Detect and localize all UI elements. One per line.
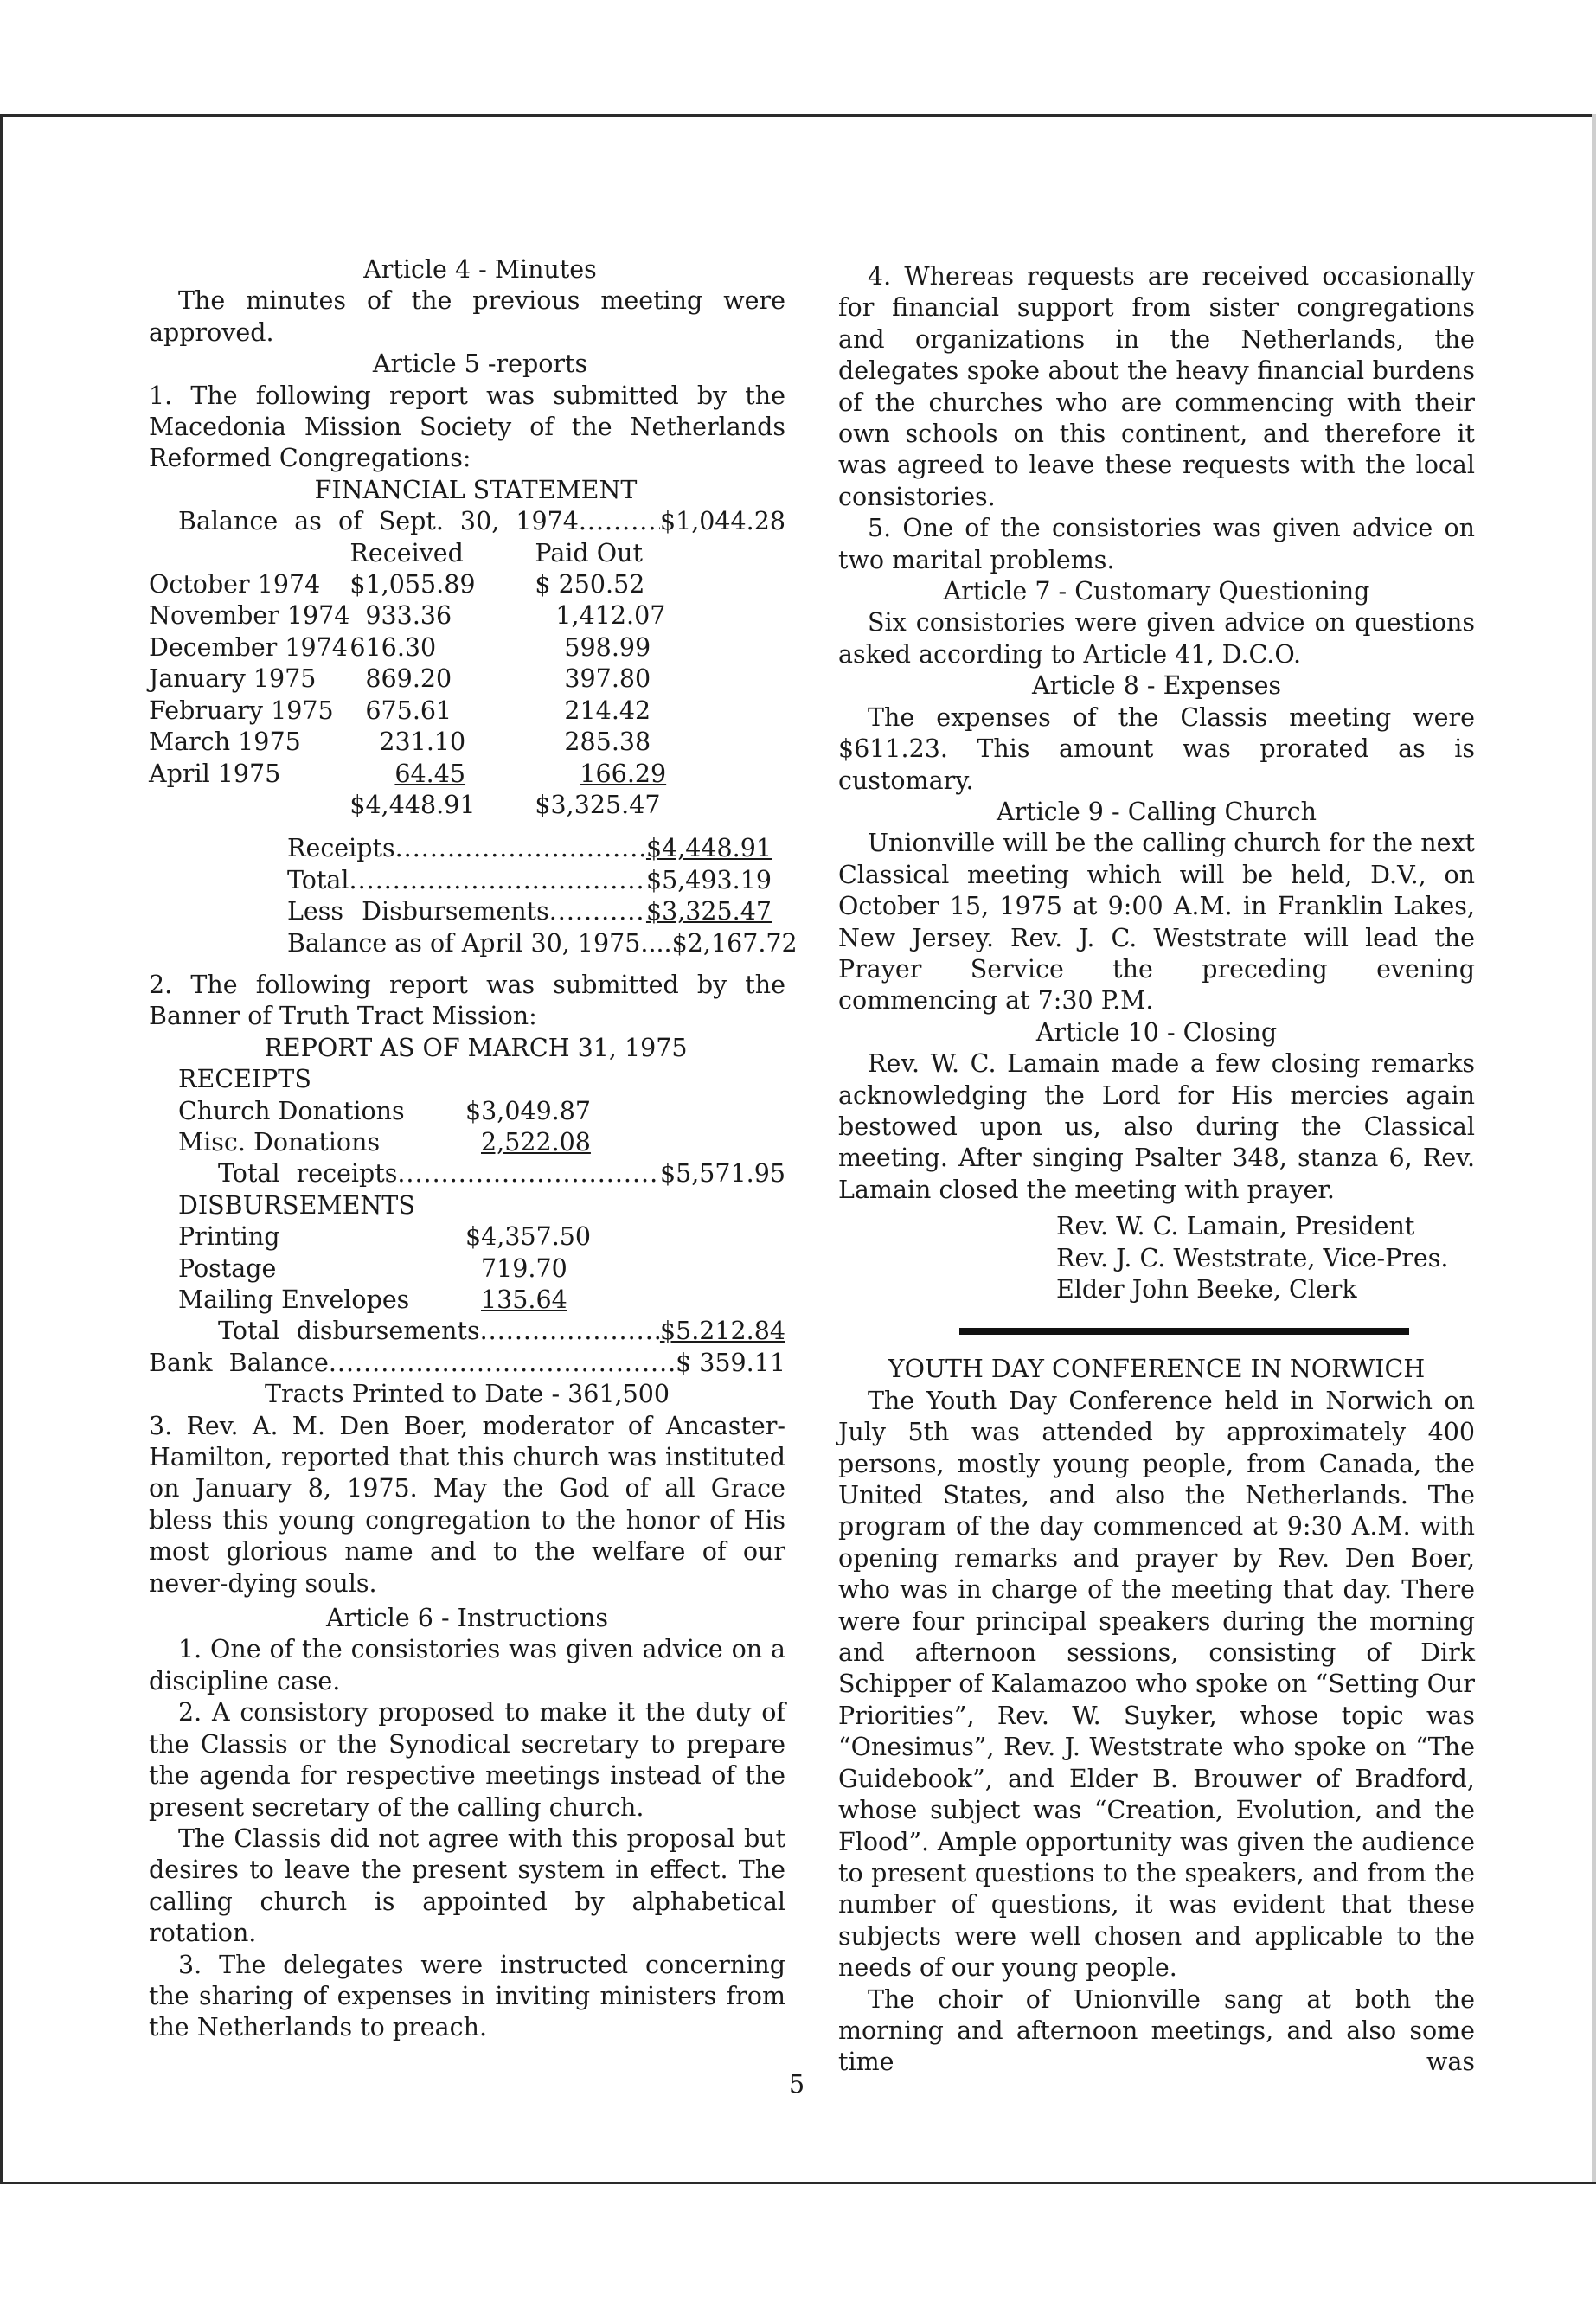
- page-edge-right: [1592, 114, 1596, 2182]
- total-disbursements-label: Total disbursements: [218, 1317, 480, 1346]
- article-7-heading: Article 7 - Customary Questioning: [943, 577, 1370, 606]
- left-column: [149, 254, 798, 2044]
- receipts-line: [287, 833, 772, 864]
- report-3-text: 3. Rev. A. M. Den Boer, moderator of Ancaster-Hamilton, reported that this church was instituted on January 8, 1975. May the God of all Grace bless this young congregation to the honor of His most glorious name and to the welfare of our never-dying souls.: [149, 1411, 785, 1598]
- month-cell: December 1974: [149, 632, 348, 662]
- month-cell: March 1975: [149, 727, 301, 757]
- month-cell: January 1975: [149, 664, 317, 694]
- received-cell: 869.20: [365, 664, 452, 694]
- leader-dots: [329, 1348, 676, 1379]
- article-5-heading: Article 5 -reports: [372, 349, 588, 379]
- total-receipts-value: $5,571.95: [659, 1159, 785, 1189]
- financial-statement-title: FINANCIAL STATEMENT: [314, 475, 638, 504]
- column-header-received: Received: [349, 538, 464, 567]
- section-divider: [959, 1328, 1409, 1335]
- table-row: [149, 569, 673, 600]
- article-7-text: Six consistories were given advice on questions asked according to Article 41, D.C.O.: [838, 608, 1475, 669]
- april-balance-value: $2,167.72: [671, 928, 798, 958]
- monthly-statement-table: [149, 538, 673, 822]
- table-row: [149, 600, 673, 631]
- paid-cell: 397.80: [564, 664, 651, 694]
- page-edge-top: [0, 114, 1596, 117]
- total-line: [287, 865, 772, 896]
- mailing-envelopes-line: [178, 1285, 785, 1316]
- paid-cell: 598.99: [564, 632, 651, 662]
- article-9-heading: Article 9 - Calling Church: [997, 797, 1317, 826]
- report-2-intro: 2. The following report was submitted by the Banner of Truth Tract Mission:: [149, 970, 785, 1031]
- bank-balance-value: $ 359.11: [676, 1348, 785, 1377]
- received-cell: 616.30: [349, 632, 437, 662]
- page-number: 5: [789, 2070, 805, 2099]
- tracts-printed: Tracts Printed to Date - 361,500: [264, 1380, 670, 1409]
- table-row: [149, 632, 673, 663]
- leader-dots: [349, 865, 646, 896]
- church-donations-value: $3,049.87: [465, 1096, 592, 1125]
- total-disbursements-line: [178, 1316, 785, 1347]
- leader-dots: [395, 833, 646, 864]
- page-edge-left: [0, 114, 3, 2182]
- receipts-value: $4,448.91: [645, 834, 772, 863]
- table-row: [149, 727, 673, 758]
- report-1-intro: 1. The following report was submitted by the Macedonia Mission Society of the Netherlands Reformed Congregations:: [149, 381, 785, 473]
- received-cell: 675.61: [365, 695, 452, 725]
- printing-line: [178, 1221, 785, 1253]
- table-row: [149, 695, 673, 727]
- month-cell: April 1975: [149, 759, 281, 788]
- leader-dots: [579, 506, 660, 537]
- postage-line: [178, 1253, 785, 1285]
- total-receipts-label: Total receipts: [218, 1159, 398, 1189]
- article-9-text: Unionville will be the calling church for the next Classical meeting which will be held, D.V., on October 15, 1975 at 9:00 A.M. in Franklin Lakes, New Jersey. Rev. J. C. Weststrate will lead the Prayer Service the preceding evening commencing at 7:30 P.M.: [838, 829, 1475, 1016]
- receipts-label: Receipts: [287, 834, 395, 863]
- church-donations-label: Church Donations: [178, 1096, 405, 1125]
- mailing-envelopes-value: 135.64: [481, 1285, 567, 1314]
- disbursements-heading: DISBURSEMENTS: [178, 1190, 415, 1220]
- report-5-text: 5. One of the consistories was given advice on two marital problems.: [838, 514, 1475, 574]
- april-balance-label: Balance as of April 30, 1975....: [287, 928, 672, 958]
- paid-cell: 1,412.07: [555, 601, 666, 631]
- received-cell: 64.45: [394, 759, 466, 788]
- paid-cell: 214.42: [564, 695, 651, 725]
- received-cell: $1,055.89: [349, 570, 476, 599]
- signature-vice-president: Rev. J. C. Weststrate, Vice-Pres.: [1056, 1243, 1449, 1272]
- printing-value: $4,357.50: [465, 1222, 592, 1252]
- postage-value: 719.70: [481, 1253, 567, 1283]
- less-disbursements-label: Less Disbursements: [287, 897, 549, 926]
- column-header-paid-out: Paid Out: [535, 538, 643, 567]
- bank-balance-label: Bank Balance: [149, 1348, 329, 1377]
- report-title: REPORT AS OF MARCH 31, 1975: [264, 1033, 688, 1062]
- article-10-heading: Article 10 - Closing: [1035, 1017, 1278, 1047]
- youth-conference-heading: YOUTH DAY CONFERENCE IN NORWICH: [888, 1355, 1426, 1384]
- misc-donations-label: Misc. Donations: [178, 1127, 381, 1157]
- leader-dots: [480, 1316, 660, 1347]
- report-4-text: 4. Whereas requests are received occasionally for financial support from sister congregations and organizations in the Netherlands, the delegates spoke about the heavy financial burdens of the churches who are commencing with their own schools on this continent, and therefore it was agreed to leave these requests with the local consistories.: [838, 262, 1475, 511]
- table-header-row: [149, 538, 673, 569]
- received-cell: 933.36: [365, 601, 452, 631]
- received-cell: 231.10: [379, 727, 466, 757]
- paid-cell: 166.29: [580, 759, 667, 788]
- article-6-heading: Article 6 - Instructions: [326, 1604, 608, 1633]
- article-10-text: Rev. W. C. Lamain made a few closing remarks acknowledging the Lord for His mercies again bestowed upon us, also during the Classical meeting. After singing Psalter 348, stanza 6, Rev. Lamain closed the meeting with prayer.: [838, 1049, 1475, 1204]
- total-disbursements-value: $5.212.84: [659, 1317, 785, 1346]
- total-value: $5,493.19: [645, 865, 772, 894]
- church-donations-line: [178, 1096, 785, 1127]
- summary-block: [149, 833, 798, 959]
- total-receipts-line: [178, 1158, 785, 1189]
- right-column: [838, 261, 1475, 2079]
- total-paid-cell: $3,325.47: [535, 790, 661, 819]
- table-row: [149, 759, 673, 790]
- article-8-text: The expenses of the Classis meeting were $611.23. This amount was prorated as is customary.: [838, 702, 1475, 795]
- totals-row: [149, 790, 673, 821]
- misc-donations-value: 2,522.08: [481, 1127, 591, 1157]
- total-received-cell: $4,448.91: [349, 790, 476, 819]
- month-cell: October 1974: [149, 570, 321, 599]
- month-cell: February 1975: [149, 695, 334, 725]
- paid-cell: 285.38: [564, 727, 651, 757]
- month-cell: November 1974: [149, 601, 350, 631]
- article-8-heading: Article 8 - Expenses: [1031, 671, 1282, 701]
- article-6-item-2: 2. A consistory proposed to make it the duty of the Classis or the Synodical secretary to prepare the agenda for respective meetings instead of the present secretary of the calling church.: [149, 1698, 785, 1822]
- leader-dots: [397, 1158, 660, 1189]
- article-6-item-2-response: The Classis did not agree with this proposal but desires to leave the present system in effect. The calling church is appointed by alphabetical rotation.: [149, 1823, 785, 1948]
- printing-label: Printing: [178, 1222, 280, 1252]
- youth-conference-paragraph-2: The choir of Unionville sang at both the morning and afternoon meetings, and also some time was: [838, 1984, 1475, 2077]
- paid-cell: $ 250.52: [535, 570, 645, 599]
- mailing-envelopes-label: Mailing Envelopes: [178, 1285, 410, 1314]
- total-label: Total: [287, 865, 349, 894]
- tract-report: [149, 1064, 785, 1348]
- april-balance-line: [287, 928, 798, 959]
- article-4-heading: Article 4 - Minutes: [363, 255, 597, 284]
- signature-president: Rev. W. C. Lamain, President: [1056, 1212, 1415, 1241]
- article-6-item-3: 3. The delegates were instructed concerning the sharing of expenses in inviting ministers from the Netherlands to preach.: [149, 1950, 785, 2042]
- bank-balance-line: [149, 1348, 785, 1379]
- less-disbursements-line: [287, 896, 772, 927]
- youth-conference-paragraph-1: The Youth Day Conference held in Norwich on July 5th was attended by approximately 400 persons, mostly young people, from Canada, the United States, and also the Netherlands. The program of the day commenced at 9:30 A.M. with opening remarks and prayer by Rev. Den Boer, who was in charge of the meeting that day. There were four principal speakers during the morning and afternoon sessions, consisting of Dirk Schipper of Kalamazoo who spoke on “Setting Our Priorities”, Rev. W. Suyker, whose topic was “Onesimus”, Rev. J. Weststrate who spoke on “The Guidebook”, and Elder B. Brouwer of Bradford, whose subject was “Creation, Evolution, and the Flood”. Ample opportunity was given the audience to present questions to the speakers, and from the number of questions, it was evident that these subjects were well chosen and applicable to the needs of our young people.: [838, 1386, 1475, 1983]
- less-disbursements-value: $3,325.47: [645, 897, 772, 926]
- table-row: [149, 663, 673, 695]
- opening-balance-line: [149, 506, 785, 537]
- opening-balance-value: $1,044.28: [659, 507, 785, 536]
- receipts-heading: RECEIPTS: [178, 1065, 311, 1094]
- article-4-text: The minutes of the previous meeting were approved.: [149, 286, 785, 347]
- page-edge-bottom: [0, 2182, 1596, 2184]
- article-6-item-1: 1. One of the consistories was given advice on a discipline case.: [149, 1635, 785, 1695]
- signature-clerk: Elder John Beeke, Clerk: [1056, 1275, 1357, 1304]
- postage-label: Postage: [178, 1253, 277, 1283]
- leader-dots: [549, 896, 646, 927]
- opening-balance-label: Balance as of Sept. 30, 1974: [178, 507, 579, 536]
- misc-donations-line: [178, 1127, 785, 1158]
